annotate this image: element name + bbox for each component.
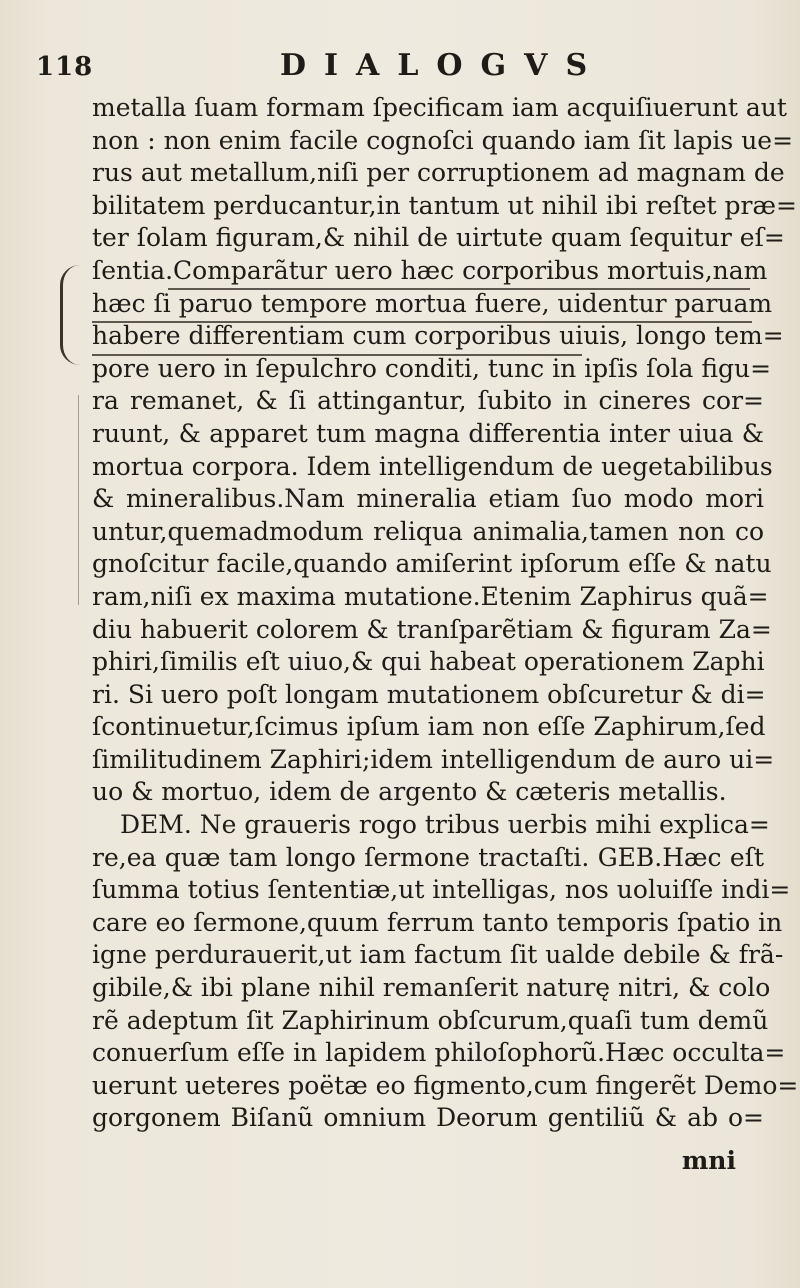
- margin-bracket-mark: [60, 265, 85, 365]
- text-line: bilitatem perducantur,in tantum ut nihil ibi reſtet præ=: [92, 190, 797, 220]
- text-line: conuerſum eſſe in lapidem philoſophorũ.Hæc occulta=: [92, 1038, 786, 1068]
- text-line: ruunt, & apparet tum magna differentia inter uiua &: [92, 418, 764, 448]
- text-line: phiri,ſimilis eſt uiuo,& qui habeat operationem Zaphi: [92, 647, 765, 677]
- text-line: gnoſcitur facile,quando amiſerint ipſorum eſſe & natu: [92, 549, 772, 579]
- text-line: gibile,& ibi plane nihil remanſerit naturę nitri, & colo: [92, 973, 771, 1003]
- text-line: ſimilitudinem Zaphiri;idem intelligendum de auro ui=: [92, 744, 775, 774]
- text-line: hæc ſi paruo tempore mortua fuere, uidentur paruam: [92, 288, 773, 318]
- text-line: uerunt ueteres poëtæ eo figmento,cum fingerẽt Demo=: [92, 1070, 799, 1100]
- text-line: ſcontinuetur,ſcimus ipſum iam non eſſe Zaphirum,ſed: [92, 712, 766, 742]
- text-line: non : non enim facile cognoſci quando iam ſit lapis ue=: [92, 125, 794, 155]
- text-line: ram,niſi ex maxima mutatione.Etenim Zaphirus quã=: [92, 581, 769, 611]
- text-line: uo & mortuo, idem de argento & cæteris metallis.: [92, 777, 727, 807]
- text-line: DEM. Ne graueris rogo tribus uerbis mihi explica=: [120, 810, 770, 840]
- text-line: untur,quemadmodum reliqua animalia,tamen non co: [92, 516, 764, 546]
- text-line: ri. Si uero poſt longam mutationem obſcuretur & di=: [92, 679, 766, 709]
- text-line: diu habuerit colorem & tranſparẽtiam & figuram Za=: [92, 614, 772, 644]
- text-line: ſentia.Comparãtur uero hæc corporibus mortuis,nam: [92, 255, 768, 285]
- text-line: mortua corpora. Idem intelligendum de uegetabilibus: [92, 451, 773, 481]
- text-line: ſumma totius ſententiæ,ut intelligas, nos uoluiſſe indi=: [92, 875, 791, 905]
- text-line: care eo ſermone,quum ferrum tanto temporis ſpatio in: [92, 907, 783, 937]
- margin-rule-mark: [78, 395, 79, 605]
- text-line: metalla ſuam formam ſpecificam iam acquiſiuerunt aut: [92, 93, 787, 122]
- text-line: gorgonem Biſanũ omnium Deorum gentiliũ & ab o=: [92, 1103, 764, 1133]
- catchword: mni: [681, 1146, 736, 1175]
- running-head: DIALOGVS: [280, 48, 606, 83]
- text-line: ra remanet, & ſi attingantur, ſubito in cineres cor=: [92, 386, 764, 416]
- text-line: rẽ adeptum ſit Zaphirinum obſcurum,quaſi tum demũ: [92, 1005, 769, 1035]
- text-line: rus aut metallum,niſi per corruptionem ad magnam de: [92, 158, 785, 188]
- text-line: re,ea quæ tam longo ſermone tractaſti. GEB.Hæc eſt: [92, 842, 764, 872]
- text-line: ter ſolam figuram,& nihil de uirtute quam ſequitur eſ=: [92, 223, 785, 253]
- text-line: & mineralibus.Nam mineralia etiam ſuo modo mori: [92, 484, 764, 514]
- text-line: habere differentiam cum corporibus uiuis, longo tem=: [92, 321, 784, 351]
- page-number: 118: [36, 52, 94, 82]
- body-text: [92, 92, 799, 1135]
- text-line: pore uero in ſepulchro conditi, tunc in ipſis ſola figu=: [92, 353, 772, 383]
- text-line: igne perdurauerit,ut iam factum ſit ualde debile & frã-: [92, 940, 784, 970]
